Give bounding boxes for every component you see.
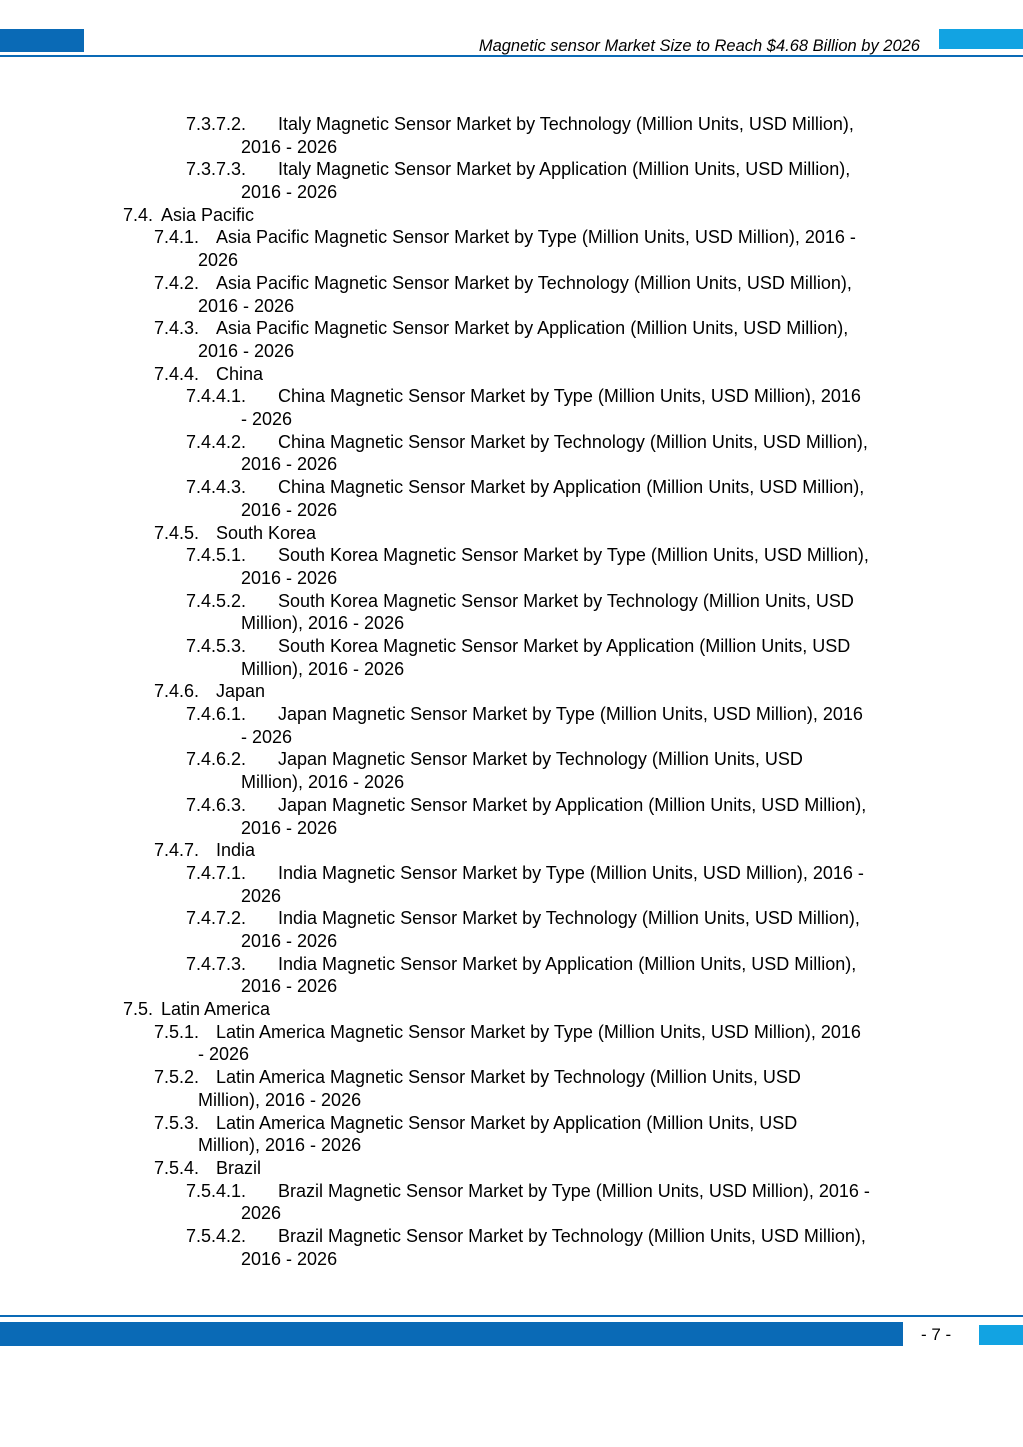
toc-entry-title-continued: - 2026 xyxy=(198,1044,250,1065)
toc-entry-title: Asia Pacific Magnetic Sensor Market by Type (Million Units, USD Million), 2016 - xyxy=(216,227,856,248)
toc-entry-number: 7.5.4. xyxy=(154,1157,200,1178)
toc-entry-title: South Korea Magnetic Sensor Market by Application (Million Units, USD xyxy=(278,635,851,656)
toc-entry xyxy=(0,1225,1023,1270)
toc-entry-title-continued: 2016 - 2026 xyxy=(241,976,338,997)
toc-entry-number: 7.4. xyxy=(123,204,154,225)
toc-entry-title: Latin America xyxy=(161,999,271,1020)
footer-rule xyxy=(0,1315,1023,1317)
toc-entry-number: 7.4.7.1. xyxy=(186,862,247,883)
toc-entry-number: 7.4.5. xyxy=(154,522,200,543)
toc-entry-title-continued: 2016 - 2026 xyxy=(198,340,295,361)
toc-entry-title: China xyxy=(216,363,264,384)
toc-entry-title-continued: 2026 xyxy=(198,250,239,271)
toc-entry-number: 7.4.4.2. xyxy=(186,431,247,452)
toc-entry xyxy=(0,204,1023,227)
toc-entry-title: Italy Magnetic Sensor Market by Application (Million Units, USD Million), xyxy=(278,159,851,180)
toc-entry-title: India Magnetic Sensor Market by Type (Million Units, USD Million), 2016 - xyxy=(278,862,864,883)
toc-entry xyxy=(0,385,1023,430)
toc-entry-number: 7.4.6.1. xyxy=(186,704,247,725)
toc-entry-title: Italy Magnetic Sensor Market by Technology (Million Units, USD Million), xyxy=(278,114,854,134)
toc-entry xyxy=(0,317,1023,362)
toc-entry-title: China Magnetic Sensor Market by Type (Million Units, USD Million), 2016 xyxy=(278,386,861,407)
toc-entry-title-continued: 2016 - 2026 xyxy=(241,182,338,203)
footer-accent-right xyxy=(979,1325,1023,1345)
toc-entry-number: 7.5. xyxy=(123,999,154,1020)
toc-entry-title: Latin America Magnetic Sensor Market by Type (Million Units, USD Million), 2016 xyxy=(216,1021,861,1042)
toc-entry xyxy=(0,522,1023,545)
toc-entry-title: Asia Pacific xyxy=(161,204,255,225)
toc-entry xyxy=(0,476,1023,521)
toc-entry-number: 7.4.5.3. xyxy=(186,635,247,656)
toc-entry-number: 7.5.4.1. xyxy=(186,1180,247,1201)
toc-entry xyxy=(0,794,1023,839)
toc-entry-number: 7.5.4.2. xyxy=(186,1226,247,1247)
toc-entry-title: India xyxy=(216,840,256,861)
toc-entry xyxy=(0,703,1023,748)
toc-entry-title-continued: 2016 - 2026 xyxy=(241,930,338,951)
header-accent-right xyxy=(939,29,1023,49)
header-rule xyxy=(0,55,1023,57)
toc-entry-title: Japan Magnetic Sensor Market by Application (Million Units, USD Million), xyxy=(278,794,867,815)
toc-entry-title: Latin America Magnetic Sensor Market by Technology (Million Units, USD xyxy=(216,1067,801,1088)
toc-entry-title: Asia Pacific Magnetic Sensor Market by Technology (Million Units, USD Million), xyxy=(216,272,852,293)
toc-entry-title-continued: 2016 - 2026 xyxy=(241,1248,338,1269)
toc-entry-number: 7.4.7.2. xyxy=(186,908,247,929)
toc-entry-number: 7.4.4. xyxy=(154,363,200,384)
header-accent-left xyxy=(0,29,84,52)
toc-entry xyxy=(0,272,1023,317)
toc-entry-title: South Korea Magnetic Sensor Market by Technology (Million Units, USD xyxy=(278,590,854,611)
toc-entry xyxy=(0,158,1023,203)
toc-entry-number: 7.4.3. xyxy=(154,318,200,339)
toc-entry-number: 7.4.7. xyxy=(154,840,200,861)
toc-entry-title-continued: 2016 - 2026 xyxy=(241,454,338,475)
toc-entry-number: 7.4.6.2. xyxy=(186,749,247,770)
toc-entry xyxy=(0,363,1023,386)
toc-entry-title-continued: Million), 2016 - 2026 xyxy=(198,1135,362,1156)
toc-entry-number: 7.4.2. xyxy=(154,272,200,293)
toc-entry-title: Japan xyxy=(216,681,266,702)
toc-entry xyxy=(0,1021,1023,1066)
toc-entry-number: 7.5.2. xyxy=(154,1067,200,1088)
toc-entry-number: 7.3.7.2. xyxy=(186,114,247,134)
toc-entry-title: India Magnetic Sensor Market by Application (Million Units, USD Million), xyxy=(278,953,857,974)
toc-entry-title: South Korea Magnetic Sensor Market by Type (Million Units, USD Million), xyxy=(278,545,869,566)
toc-entry-title: Brazil xyxy=(216,1157,262,1178)
toc-entry-number: 7.4.7.3. xyxy=(186,953,247,974)
toc-entry-title-continued: Million), 2016 - 2026 xyxy=(241,613,405,634)
toc-entry-title: Brazil Magnetic Sensor Market by Technology (Million Units, USD Million), xyxy=(278,1226,866,1247)
toc-entry xyxy=(0,590,1023,635)
toc-entry-title-continued: Million), 2016 - 2026 xyxy=(241,658,405,679)
toc-entry-number: 7.4.6. xyxy=(154,681,200,702)
toc-entry xyxy=(0,1180,1023,1225)
toc-entry-title-continued: Million), 2016 - 2026 xyxy=(198,1089,362,1110)
toc-entry xyxy=(0,953,1023,998)
table-of-contents xyxy=(0,113,1023,1270)
toc-entry-title: China Magnetic Sensor Market by Application (Million Units, USD Million), xyxy=(278,477,865,498)
toc-entry xyxy=(0,862,1023,907)
toc-entry-title-continued: 2016 - 2026 xyxy=(198,295,295,316)
toc-entry-title: Asia Pacific Magnetic Sensor Market by Application (Million Units, USD Million), xyxy=(216,318,849,339)
toc-entry xyxy=(0,1112,1023,1157)
toc-entry-title-continued: - 2026 xyxy=(241,726,293,747)
toc-entry xyxy=(0,226,1023,271)
page-number: - 7 - xyxy=(921,1325,952,1344)
toc-entry-title-continued: Million), 2016 - 2026 xyxy=(241,772,405,793)
toc-entry-number: 7.4.6.3. xyxy=(186,794,247,815)
toc-entry-title: South Korea xyxy=(216,522,317,543)
toc-entry-title-continued: - 2026 xyxy=(241,409,293,430)
toc-entry-number: 7.5.1. xyxy=(154,1021,200,1042)
toc-entry-title-continued: 2016 - 2026 xyxy=(241,817,338,838)
toc-entry xyxy=(0,907,1023,952)
toc-entry-number: 7.3.7.3. xyxy=(186,159,247,180)
toc-entry-number: 7.4.5.2. xyxy=(186,590,247,611)
toc-entry xyxy=(0,1066,1023,1111)
toc-entry-title-continued: 2026 xyxy=(241,885,282,906)
toc-entry xyxy=(0,1157,1023,1180)
toc-entry-title-continued: 2026 xyxy=(241,1203,282,1224)
toc-entry xyxy=(0,680,1023,703)
toc-entry-title: Japan Magnetic Sensor Market by Technology (Million Units, USD xyxy=(278,749,803,770)
toc-entry-title: China Magnetic Sensor Market by Technology (Million Units, USD Million), xyxy=(278,431,868,452)
toc-entry xyxy=(0,998,1023,1021)
toc-entry-title: India Magnetic Sensor Market by Technology (Million Units, USD Million), xyxy=(278,908,860,929)
toc-entry xyxy=(0,431,1023,476)
page-header-title: Magnetic sensor Market Size to Reach $4.68 Billion by 2026 xyxy=(478,37,920,55)
toc-entry xyxy=(0,635,1023,680)
toc-entry-title: Brazil Magnetic Sensor Market by Type (Million Units, USD Million), 2016 - xyxy=(278,1180,870,1201)
footer-bar xyxy=(0,1322,903,1346)
toc-entry-number: 7.4.4.1. xyxy=(186,386,247,407)
toc-entry-title: Japan Magnetic Sensor Market by Type (Million Units, USD Million), 2016 xyxy=(278,704,863,725)
toc-entry-number: 7.4.5.1. xyxy=(186,545,247,566)
toc-entry-title-continued: 2016 - 2026 xyxy=(241,499,338,520)
toc-entry-number: 7.4.4.3. xyxy=(186,477,247,498)
toc-entry xyxy=(0,113,1023,158)
toc-entry xyxy=(0,748,1023,793)
toc-entry-number: 7.4.1. xyxy=(154,227,200,248)
toc-entry-title-continued: 2016 - 2026 xyxy=(241,136,338,157)
toc-entry-number: 7.5.3. xyxy=(154,1112,200,1133)
toc-entry xyxy=(0,839,1023,862)
toc-entry xyxy=(0,544,1023,589)
toc-entry-title: Latin America Magnetic Sensor Market by Application (Million Units, USD xyxy=(216,1112,798,1133)
toc-entry-title-continued: 2016 - 2026 xyxy=(241,567,338,588)
